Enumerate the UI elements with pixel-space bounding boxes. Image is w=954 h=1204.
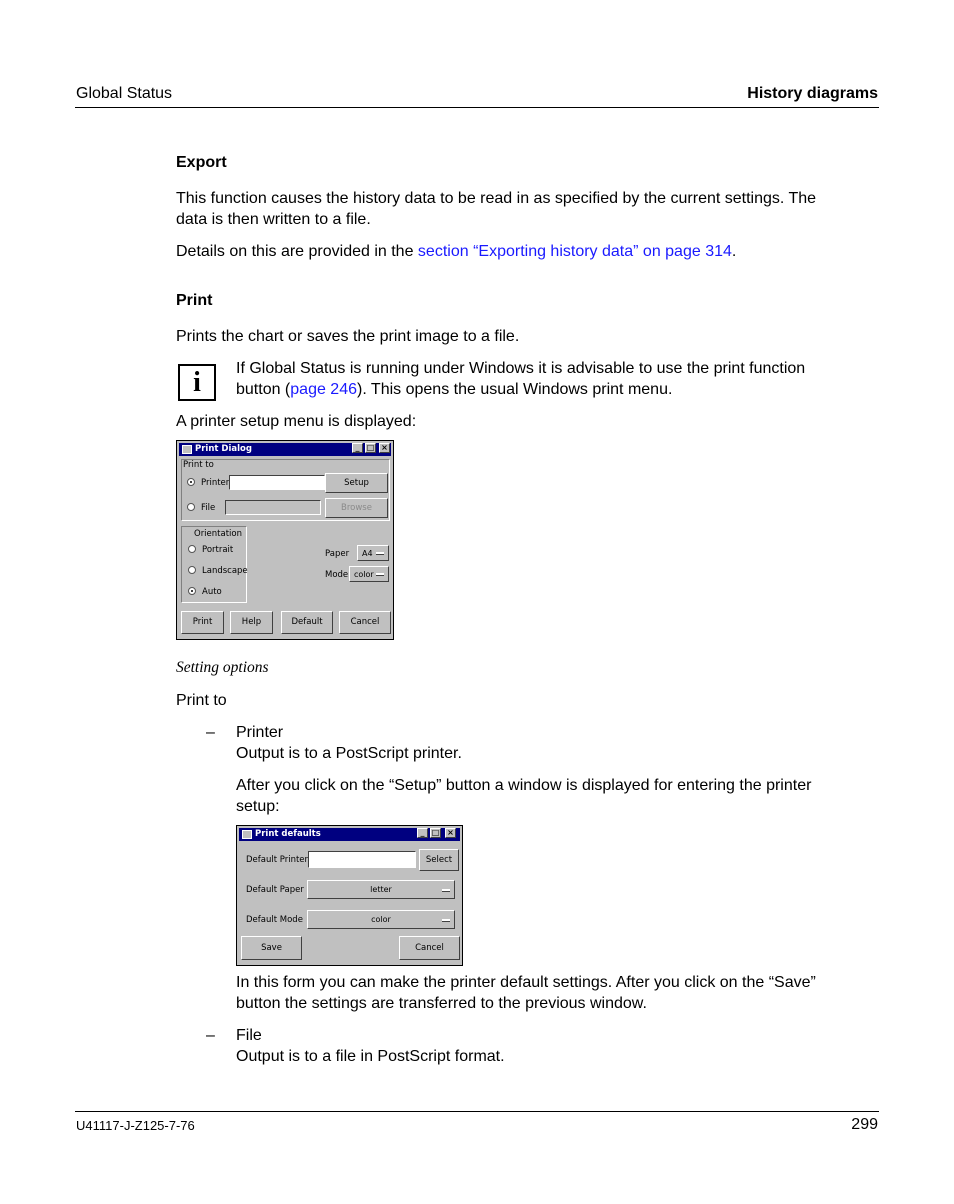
print-button[interactable]: Print bbox=[181, 611, 224, 634]
default-paper-option-menu[interactable]: letter bbox=[307, 880, 455, 899]
print-defaults-window bbox=[236, 825, 463, 966]
close-button[interactable]: × bbox=[379, 443, 390, 453]
footer-document-id: U41117-J-Z125-7-76 bbox=[76, 1118, 195, 1133]
default-paper-label: Default Paper bbox=[246, 885, 304, 895]
default-printer-label: Default Printer bbox=[246, 855, 309, 865]
export-details: Details on this are provided in the section “Exporting history data” on page 314. bbox=[176, 243, 737, 260]
option-menu-indicator-icon bbox=[376, 573, 384, 576]
print-heading: Print bbox=[176, 292, 213, 309]
footer-rule bbox=[75, 1111, 879, 1112]
print-paragraph: Prints the chart or saves the print image to a file. bbox=[176, 328, 520, 345]
auto-label: Auto bbox=[202, 587, 222, 597]
printer-item-dash: – bbox=[206, 724, 215, 741]
default-mode-label: Default Mode bbox=[246, 915, 303, 925]
default-mode-option-menu[interactable]: color bbox=[307, 910, 455, 929]
maximize-button[interactable]: □ bbox=[431, 828, 440, 837]
portrait-radio[interactable] bbox=[188, 545, 196, 553]
print-defaults-titlebar: Print defaults bbox=[239, 828, 460, 841]
option-menu-indicator-icon bbox=[442, 889, 450, 892]
file-item: File Output is to a file in PostScript format. bbox=[236, 1027, 505, 1065]
browse-button[interactable]: Browse bbox=[325, 498, 388, 518]
print-to-heading: Print to bbox=[176, 692, 227, 709]
running-header-left: Global Status bbox=[76, 85, 173, 102]
printer-name-field[interactable] bbox=[229, 475, 325, 490]
file-name-field[interactable] bbox=[225, 500, 321, 515]
file-radio-label: File bbox=[201, 503, 216, 513]
auto-radio[interactable] bbox=[188, 587, 196, 595]
defaults-cancel-button[interactable]: Cancel bbox=[399, 936, 460, 960]
page-246-link[interactable]: page 246 bbox=[290, 381, 357, 398]
portrait-label: Portrait bbox=[202, 545, 234, 555]
printer-radio-label: Printer bbox=[201, 478, 230, 488]
printer-radio[interactable] bbox=[187, 478, 195, 486]
figure-caption: Setting options bbox=[176, 659, 269, 676]
maximize-button[interactable]: □ bbox=[366, 443, 375, 452]
file-radio[interactable] bbox=[187, 503, 195, 511]
header-rule bbox=[75, 107, 879, 108]
window-icon bbox=[182, 445, 192, 454]
setup-description: After you click on the “Setup” button a window is displayed for entering the printer setup: bbox=[236, 777, 812, 815]
export-heading: Export bbox=[176, 154, 227, 171]
exporting-history-link[interactable]: section “Exporting history data” on page 314 bbox=[417, 243, 732, 260]
close-button[interactable]: × bbox=[445, 828, 456, 838]
minimize-button[interactable]: _ bbox=[352, 443, 363, 453]
info-icon: i bbox=[178, 364, 216, 401]
select-button[interactable]: Select bbox=[419, 849, 459, 871]
option-menu-indicator-icon bbox=[442, 919, 450, 922]
default-button[interactable]: Default bbox=[281, 611, 333, 634]
mode-label: Mode bbox=[325, 570, 349, 580]
option-menu-indicator-icon bbox=[376, 552, 384, 555]
window-icon bbox=[242, 830, 252, 839]
running-header-right: History diagrams bbox=[747, 85, 878, 102]
export-paragraph: This function causes the history data to be read in as specified by the current settings. The data is then written to a file. bbox=[176, 190, 817, 228]
landscape-label: Landscape bbox=[202, 566, 248, 576]
cancel-button[interactable]: Cancel bbox=[339, 611, 391, 634]
default-printer-field[interactable] bbox=[308, 851, 416, 868]
print-to-label: Print to bbox=[183, 460, 214, 470]
page-number: 299 bbox=[851, 1116, 878, 1133]
form-description: In this form you can make the printer default settings. After you click on the “Save” button the settings are transferred to the previous window. bbox=[236, 974, 816, 1012]
printer-setup-text: A printer setup menu is displayed: bbox=[176, 413, 417, 430]
save-button[interactable]: Save bbox=[241, 936, 302, 960]
help-button[interactable]: Help bbox=[230, 611, 273, 634]
paper-option-menu[interactable]: A4 bbox=[357, 545, 389, 561]
landscape-radio[interactable] bbox=[188, 566, 196, 574]
info-note: If Global Status is running under Windows it is advisable to use the print function button (page 246). This opens the usual Windows print menu. bbox=[236, 360, 806, 398]
print-dialog-window bbox=[176, 440, 394, 640]
setup-button[interactable]: Setup bbox=[325, 473, 388, 493]
paper-label: Paper bbox=[325, 549, 350, 559]
printer-item: Printer Output is to a PostScript printer. bbox=[236, 724, 462, 762]
mode-option-menu[interactable]: color bbox=[349, 566, 389, 582]
minimize-button[interactable]: _ bbox=[417, 828, 428, 838]
orientation-label: Orientation bbox=[194, 529, 242, 539]
file-item-dash: – bbox=[206, 1027, 215, 1044]
print-dialog-titlebar: Print Dialog bbox=[179, 443, 391, 456]
